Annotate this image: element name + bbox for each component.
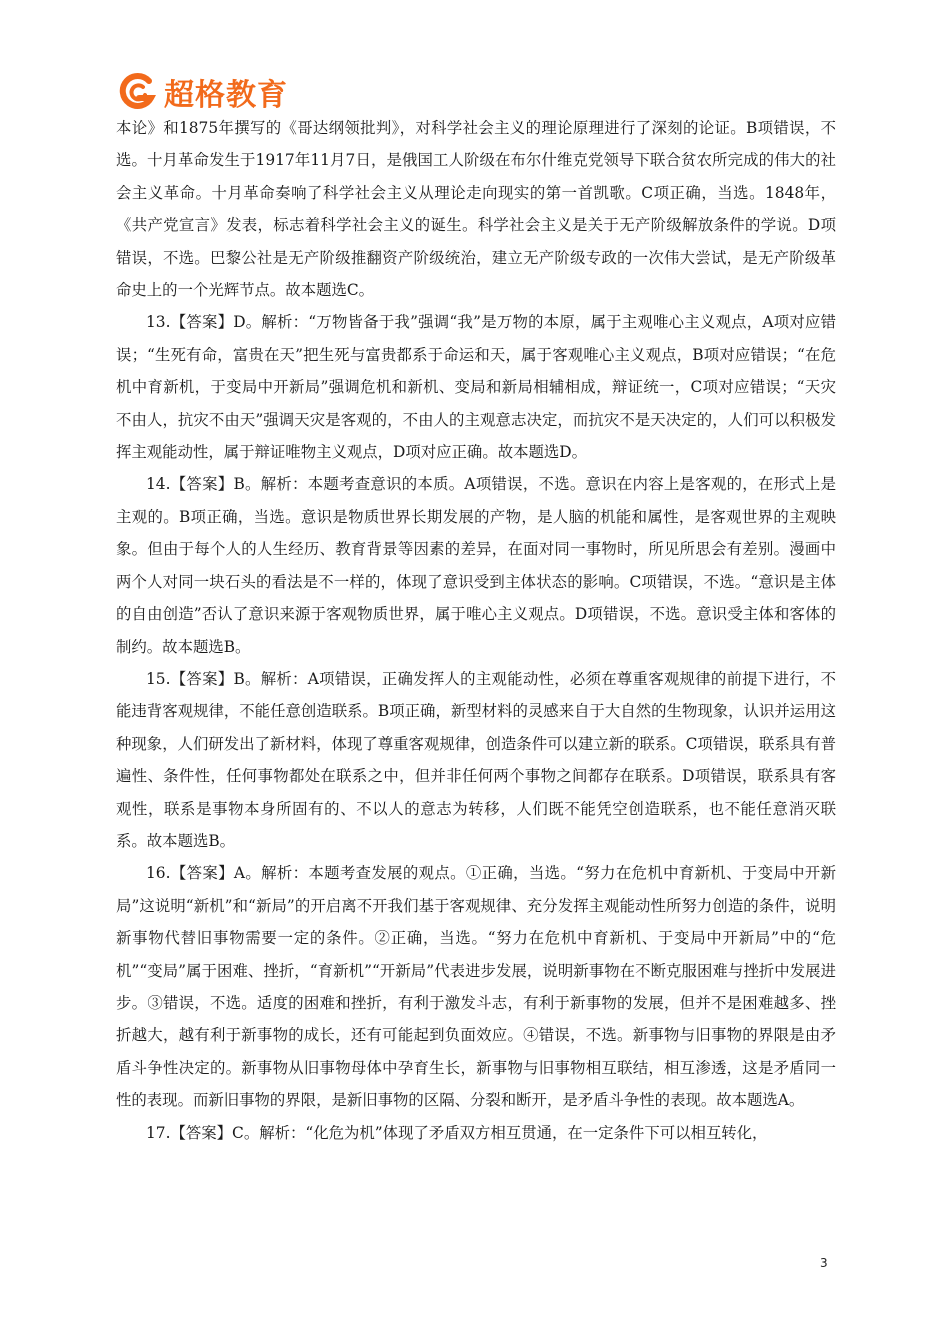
answer-14: 14.【答案】B。解析：本题考查意识的本质。A项错误，不选。意识在内容上是客观的，在形式上是主观的。B项正确，当选。意识是物质世界长期发展的产物，是人脑的机能和属性，是客观世界的主观映象。但由于每个人的人生经历、教育背景等因素的差异，在面对同一事物时，所见所思会有差别。漫画中两个人对同一块石头的看法是不一样的，体现了意识受到主体状态的影响。C项错误，不选。“意识是主体的自由创造”否认了意识来源于客观物质世界，属于唯心主义观点。D项错误，不选。意识受主体和客体的制约。故本题选B。 — [116, 475, 836, 656]
answer-16: 16.【答案】A。解析：本题考查发展的观点。①正确，当选。“努力在危机中育新机、于变局中开新局”这说明“新机”和“新局”的开启离不开我们基于客观规律、充分发挥主观能动性所努力创造的条件，说明新事物代替旧事物需要一定的条件。②正确，当选。“努力在危机中育新机、于变局中开新局”中的“危机”“变局”属于困难、挫折，“育新机”“开新局”代表进步发展，说明新事物在不断克服困难与挫折中发展进步。③错误，不选。适度的困难和挫折，有利于激发斗志，有利于新事物的发展，但并不是困难越多、挫折越大，越有利于新事物的成长，还有可能起到负面效应。④错误，不选。新事物与旧事物的界限是由矛盾斗争性决定的。新事物从旧事物母体中孕育生长，新事物与旧事物相互联结，相互渗透，这是矛盾同一性的表现。而新旧事物的界限，是新旧事物的区隔、分裂和断开，是矛盾斗争性的表现。故本题选A。 — [116, 864, 836, 1110]
answer-15: 15.【答案】B。解析：A项错误，正确发挥人的主观能动性，必须在尊重客观规律的前提下进行，不能违背客观规律，不能任意创造联系。B项正确，新型材料的灵感来自于大自然的生物现象，认识并运用这种现象，人们研发出了新材料，体现了尊重客观规律，创造条件可以建立新的联系。C项错误，联系具有普遍性、条件性，任何事物都处在联系之中，但并非任何两个事物之间都存在联系。D项错误，联系具有客观性，联系是事物本身所固有的、不以人的意志为转移，人们既不能凭空创造联系，也不能任意消灭联系。故本题选B。 — [116, 669, 836, 850]
page-number: 3 — [820, 1256, 828, 1270]
brand-logo-icon — [118, 72, 158, 112]
page-header — [118, 70, 288, 114]
brand-name: 超格教育 — [164, 78, 288, 113]
paragraph-continuation: 本论》和1875年撰写的《哥达纲领批判》，对科学社会主义的理论原理进行了深刻的论证。B项错误，不选。十月革命发生于1917年11月7日，是俄国工人阶级在布尔什维克党领导下联合贫农所完成的伟大的社会主义革命。十月革命奏响了科学社会主义从理论走向现实的第一首凯歌。C项正确，当选。1848年，《共产党宣言》发表，标志着科学社会主义的诞生。科学社会主义是关于无产阶级解放条件的学说。D项错误，不选。巴黎公社是无产阶级推翻资产阶级统治，建立无产阶级专政的一次伟大尝试，是无产阶级革命史上的一个光辉节点。故本题选C。 — [116, 119, 836, 300]
answer-17: 17.【答案】C。解析：“化危为机”体现了矛盾双方相互贯通，在一定条件下可以相互转化， — [146, 1123, 768, 1142]
answer-13: 13.【答案】D。解析：“万物皆备于我”强调“我”是万物的本原，属于主观唯心主义观点，A项对应错误；“生死有命，富贵在天”把生死与富贵都系于命运和天，属于客观唯心主义观点，B项对应错误；“在危机中育新机，于变局中开新局”强调危机和新机、变局和新局相辅相成，辩证统一，C项对应错误；“天灾不由人，抗灾不由天”强调天灾是客观的，不由人的主观意志决定，而抗灾不是天决定的，人们可以积极发挥主观能动性，属于辩证唯物主义观点，D项对应正确。故本题选D。 — [116, 313, 836, 462]
document-body — [116, 112, 836, 1149]
